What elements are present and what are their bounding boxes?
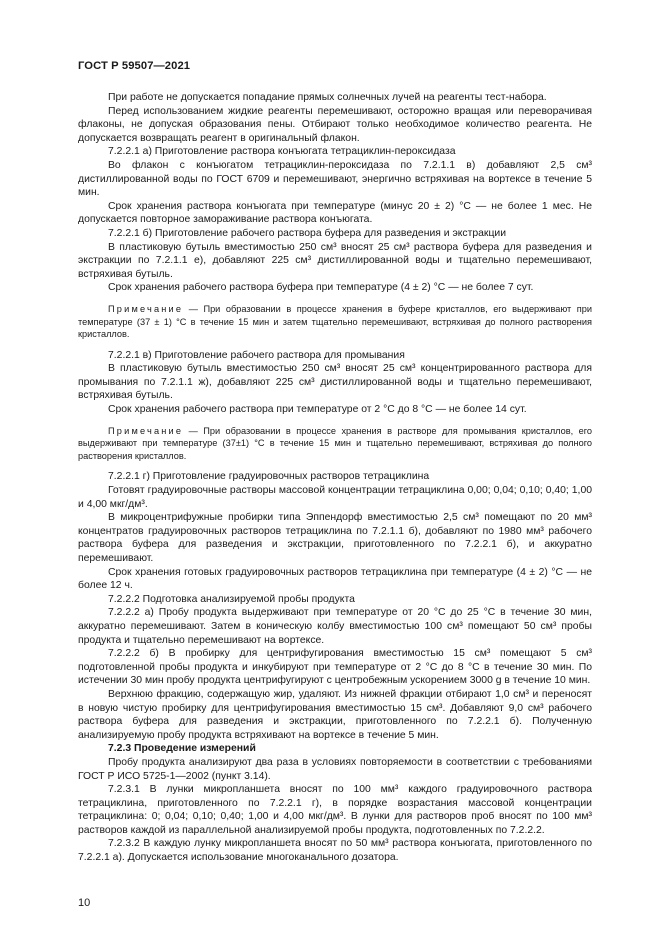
document-body [78, 91, 592, 865]
body-paragraph: В пластиковую бутыль вместимостью 250 см³ вносят 25 см³ концентрированного раствора для промывания по 7.2.1.1 ж), добавляют 225 см³ дистиллированной воды и тщательно перемешивают, встряхивая бутыль. [78, 363, 592, 402]
body-paragraph: В пластиковую бутыль вместимостью 250 см³ вносят 25 см³ раствора буфера для разведения и экстракции по 7.2.1.1 е), добавляют 225 см³ дистиллированной воды и тщательно перемешивают, встряхивая бутыль. [78, 241, 592, 280]
body-paragraph: Во флакон с конъюгатом тетрациклин-пероксидаза по 7.2.1.1 в) добавляют 2,5 см³ дистиллированной воды по ГОСТ 6709 и перемешивают, энергично встряхивая на вортексе в течение 5 мин. [78, 159, 592, 199]
body-paragraph: 7.2.2.1 б) Приготовление рабочего раствора буфера для разведения и экстракции [108, 227, 507, 239]
note-label: Примечание [108, 303, 184, 314]
document-header: ГОСТ Р 59507—2021 [78, 60, 191, 72]
body-paragraph: 7.2.2.1 г) Приготовление градуировочных растворов тетрациклина [108, 471, 430, 483]
body-paragraph: В микроцентрифужные пробирки типа Эппендорф вместимостью 2,5 см³ помещают по 20 мм³ концентратов градуировочных растворов тетрациклина по 7.2.1.1 б), добавляют по 1980 мм³ рабочего раствора буфера для разведения и экстракции, приготовленного по 7.2.2.1 б), и аккуратно перемешивают. [78, 512, 592, 564]
note-text: — При образовании в процессе хранения в растворе для промывания кристаллов, его выдерживают при температуре (37±1) °С в течение 15 мин и тщательно перемешивают, встряхивая до полного растворения кристаллов. [78, 425, 592, 461]
body-paragraph: 7.2.3.1 В лунки микропланшета вносят по 100 мм³ каждого градуировочного раствора тетрациклина, приготовленного по 7.2.2.1 г), в порядке возрастания массовой концентрации тетрациклина: 0; 0,04; 0,10; 0,40; 1,00 и 4,00 мкг/дм³. В лунки для растворов проб вносят по 100 мм³ растворов каждой из параллельной анализируемой пробы продукта, подготовленных по 7.2.2.2. [78, 784, 592, 836]
body-paragraph: 7.2.2.1 а) Приготовление раствора конъюгата тетрациклин-пероксидаза [108, 146, 456, 158]
body-paragraph: Перед использованием жидкие реагенты перемешивают, осторожно вращая или переворачивая флаконы, не допуская образования пены. Отбирают только необходимое количество реагента. Не допускается возвращать реагент в оригинальный флакон. [78, 105, 592, 144]
note-label: Примечание [108, 425, 184, 436]
body-paragraph: Срок хранения раствора конъюгата при температуре (минус 20 ± 2) °C — не более 1 мес. Не допускается повторное замораживание раствора конъюгата. [78, 200, 592, 226]
body-paragraph: 7.2.2.2 а) Пробу продукта выдерживают при температуре от 20 °C до 25 °C в течение 30 мин, аккуратно перемешивают. Затем в коническую колбу вместимостью 100 см³ помещают 50 см³ пробы продукта и тщательно перемешивают на вортексе. [78, 607, 592, 646]
section-heading: 7.2.3 Проведение измерений [108, 743, 256, 755]
body-paragraph: Срок хранения рабочего раствора буфера при температуре (4 ± 2) °C — не более 7 сут. [108, 282, 534, 294]
note-paragraph [78, 303, 592, 341]
body-paragraph: Срок хранения готовых градуировочных растворов тетрациклина при температуре (4 ± 2) °C — не более 12 ч. [78, 566, 592, 592]
page-number: 10 [78, 897, 91, 909]
body-paragraph: Срок хранения рабочего раствора при температуре от 2 °C до 8 °C — не более 14 сут. [108, 404, 527, 416]
note-paragraph [78, 425, 592, 463]
body-paragraph: Готовят градуировочные растворы массовой концентрации тетрациклина 0,00; 0,04; 0,10; 0,40; 1,00 и 4,00 мкг/дм³. [78, 485, 592, 510]
body-paragraph: Пробу продукта анализируют два раза в условиях повторяемости в соответствии с требованиями ГОСТ Р ИСО 5725-1—2002 (пункт 3.14). [78, 756, 592, 782]
body-paragraph: При работе не допускается попадание прямых солнечных лучей на реагенты тест-набора. [108, 92, 547, 103]
body-paragraph: 7.2.2.2 Подготовка анализируемой пробы продукта [108, 593, 355, 605]
note-text: — При образовании в процессе хранения в буфере кристаллов, его выдерживают при температуре (37 ± 1) °C в течение 15 мин и затем тщательно перемешивают, встряхивая до полного растворения кристаллов. [78, 303, 592, 340]
body-paragraph: 7.2.3.2 В каждую лунку микропланшета вносят по 50 мм³ раствора конъюгата, приготовленного по 7.2.2.1 а). Допускается использование многоканального дозатора. [78, 838, 592, 864]
body-paragraph: Верхнюю фракцию, содержащую жир, удаляют. Из нижней фракции отбирают 1,0 см³ и переносят в новую чистую пробирку для центрифугирования вместимостью 15 см³. Добавляют 9,0 см³ рабочего раствора буфера для разведения и экстракции, приготовленного по 7.2.2.1 б). Полученную анализируемую пробу продукта встряхивают на вортексе в течение 5 мин. [78, 688, 592, 741]
body-paragraph: 7.2.2.1 в) Приготовление рабочего раствора для промывания [108, 349, 405, 361]
body-paragraph: 7.2.2.2 б) В пробирку для центрифугирования вместимостью 15 см³ помещают 5 см³ подготовленной пробы продукта и инкубируют при температуре от 2 °C до 8 °C в течение 30 мин. По истечении 30 мин пробу продукта центрифугируют с центробежным ускорением 3000 g в течение 10 мин. [78, 648, 592, 687]
